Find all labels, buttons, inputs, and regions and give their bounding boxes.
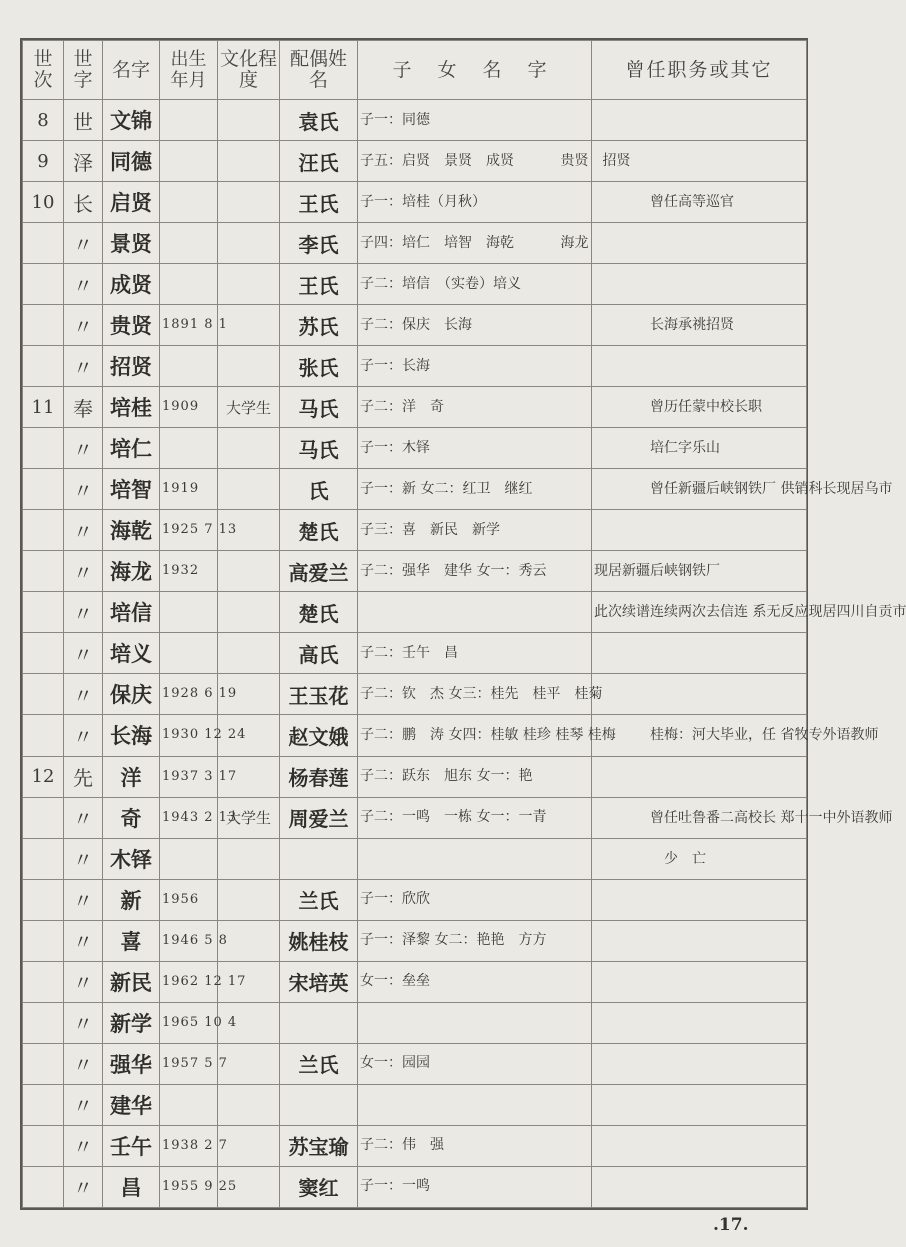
education-cell: [218, 223, 280, 264]
children-cell: [358, 838, 592, 879]
notes-cell: [592, 633, 807, 674]
birth-date-cell: 1891 8 1: [160, 305, 218, 346]
table-row: [23, 141, 807, 182]
spouse-name-cell: 汪氏: [280, 141, 358, 182]
spouse-name-cell: [280, 838, 358, 879]
table-row: [23, 469, 807, 510]
children-cell: 子一：新 女二：红卫 继红: [358, 469, 592, 510]
spouse-name-cell: 窦红: [280, 1166, 358, 1207]
table-row: [23, 879, 807, 920]
member-name-cell: 招贤: [103, 346, 160, 387]
children-cell: 子二：跃东 旭东 女一：艳: [358, 756, 592, 797]
children-cell: 子二：培信 （实卷）培义: [358, 264, 592, 305]
spouse-name-cell: 袁氏: [280, 100, 358, 141]
generation-cell: [23, 1084, 64, 1125]
generation-cell: 8: [23, 100, 64, 141]
generation-char-cell: 〃: [64, 1002, 103, 1043]
generation-char-cell: 〃: [64, 633, 103, 674]
education-cell: [218, 428, 280, 469]
birth-date-cell: [160, 1084, 218, 1125]
notes-cell: [592, 1084, 807, 1125]
member-name-cell: 壬午: [103, 1125, 160, 1166]
table-row: [23, 346, 807, 387]
birth-date-cell: 1955 9 25: [160, 1166, 218, 1207]
register-sheet: [20, 38, 906, 1210]
children-cell: 子二：伟 强: [358, 1125, 592, 1166]
generation-cell: [23, 1166, 64, 1207]
member-name-cell: 喜: [103, 920, 160, 961]
notes-cell: [592, 1043, 807, 1084]
table-row: [23, 961, 807, 1002]
notes-cell: 曾任吐鲁番二高校长 郑十一中外语教师: [592, 797, 807, 838]
generation-cell: [23, 469, 64, 510]
children-cell: 子二：一鸣 一栋 女一：一青: [358, 797, 592, 838]
table-row: [23, 633, 807, 674]
table-row: [23, 223, 807, 264]
member-name-cell: 洋: [103, 756, 160, 797]
notes-cell: [592, 879, 807, 920]
spouse-name-cell: 马氏: [280, 387, 358, 428]
member-name-cell: 强华: [103, 1043, 160, 1084]
birth-date-cell: 1928 6 19: [160, 674, 218, 715]
children-cell: 子二：壬午 昌: [358, 633, 592, 674]
table-row: [23, 1166, 807, 1207]
spouse-name-cell: 李氏: [280, 223, 358, 264]
member-name-cell: 启贤: [103, 182, 160, 223]
generation-char-cell: 〃: [64, 838, 103, 879]
notes-cell: [592, 346, 807, 387]
notes-cell: 此次续谱连续两次去信连 系无反应现居四川自贡市: [592, 592, 807, 633]
generation-cell: [23, 592, 64, 633]
member-name-cell: 贵贤: [103, 305, 160, 346]
generation-cell: 9: [23, 141, 64, 182]
children-cell: 子二：洋 奇: [358, 387, 592, 428]
generation-char-cell: 〃: [64, 264, 103, 305]
header-education: 文化程度: [218, 41, 280, 100]
spouse-name-cell: 马氏: [280, 428, 358, 469]
children-cell: 子一：一鸣: [358, 1166, 592, 1207]
table-row: [23, 1002, 807, 1043]
birth-date-cell: [160, 346, 218, 387]
children-cell: [358, 1002, 592, 1043]
generation-char-cell: 〃: [64, 469, 103, 510]
education-cell: [218, 182, 280, 223]
table-body: [23, 100, 906, 1208]
table-row: [23, 1125, 807, 1166]
children-cell: 子一：培桂（月秋）: [358, 182, 592, 223]
children-cell: 子一：木铎: [358, 428, 592, 469]
member-name-cell: 昌: [103, 1166, 160, 1207]
header-spouse: 配偶姓名: [280, 41, 358, 100]
birth-date-cell: 1957 5 7: [160, 1043, 218, 1084]
member-name-cell: 新学: [103, 1002, 160, 1043]
member-name-cell: 木铎: [103, 838, 160, 879]
education-cell: [218, 1084, 280, 1125]
children-cell: 女一：垒垒: [358, 961, 592, 1002]
notes-cell: 长海承祧招贤: [592, 305, 807, 346]
education-cell: [218, 838, 280, 879]
generation-cell: [23, 510, 64, 551]
children-cell: [358, 592, 592, 633]
generation-cell: [23, 1125, 64, 1166]
education-cell: 大学生: [218, 387, 280, 428]
table-row: [23, 920, 807, 961]
education-cell: 大学生: [218, 797, 280, 838]
table-row: [23, 592, 807, 633]
children-cell: 子二：保庆 长海: [358, 305, 592, 346]
children-cell: 子二：鹏 涛 女四：桂敏 桂珍 桂琴 桂梅: [358, 715, 592, 756]
generation-cell: [23, 920, 64, 961]
generation-char-cell: 〃: [64, 592, 103, 633]
notes-cell: [592, 1166, 807, 1207]
spouse-name-cell: 王氏: [280, 182, 358, 223]
children-cell: 子四：培仁 培智 海乾 海龙: [358, 223, 592, 264]
spouse-name-cell: 高氏: [280, 633, 358, 674]
spouse-name-cell: 兰氏: [280, 1043, 358, 1084]
spouse-name-cell: 高爱兰: [280, 551, 358, 592]
generation-cell: [23, 961, 64, 1002]
notes-cell: 曾历任蒙中校长职: [592, 387, 807, 428]
spouse-name-cell: 杨春莲: [280, 756, 358, 797]
birth-date-cell: 1965 10 4: [160, 1002, 218, 1043]
generation-char-cell: 泽: [64, 141, 103, 182]
spouse-name-cell: 楚氏: [280, 592, 358, 633]
notes-cell: 桂梅：河大毕业，任 省牧专外语教师: [592, 715, 807, 756]
generation-char-cell: 〃: [64, 920, 103, 961]
member-name-cell: 奇: [103, 797, 160, 838]
children-cell: 子二：强华 建华 女一：秀云: [358, 551, 592, 592]
table-row: [23, 387, 807, 428]
table-row: [23, 838, 807, 879]
generation-char-cell: 〃: [64, 223, 103, 264]
spouse-name-cell: 王玉花: [280, 674, 358, 715]
children-cell: 女一：园园: [358, 1043, 592, 1084]
education-cell: [218, 469, 280, 510]
generation-char-cell: 奉: [64, 387, 103, 428]
birth-date-cell: [160, 182, 218, 223]
notes-cell: 曾任新疆后峡钢铁厂 供销科长现居乌市: [592, 469, 807, 510]
generation-char-cell: 〃: [64, 715, 103, 756]
notes-cell: 少 亡: [592, 838, 807, 879]
children-cell: 子二：钦 杰 女三：桂先 桂平 桂菊: [358, 674, 592, 715]
member-name-cell: 成贤: [103, 264, 160, 305]
education-cell: [218, 592, 280, 633]
spouse-name-cell: 张氏: [280, 346, 358, 387]
generation-cell: [23, 1002, 64, 1043]
member-name-cell: 海龙: [103, 551, 160, 592]
children-cell: 子一：同德: [358, 100, 592, 141]
generation-char-cell: 世: [64, 100, 103, 141]
member-name-cell: 新: [103, 879, 160, 920]
generation-char-cell: 先: [64, 756, 103, 797]
notes-cell: [592, 920, 807, 961]
generation-cell: [23, 223, 64, 264]
notes-cell: [592, 1125, 807, 1166]
generation-char-cell: 长: [64, 182, 103, 223]
education-cell: [218, 264, 280, 305]
member-name-cell: 培智: [103, 469, 160, 510]
notes-cell: 曾任高等巡官: [592, 182, 807, 223]
table-row: [23, 428, 807, 469]
table-row: [23, 264, 807, 305]
notes-cell: 培仁字乐山: [592, 428, 807, 469]
birth-date-cell: 1909: [160, 387, 218, 428]
birth-date-cell: [160, 592, 218, 633]
generation-cell: [23, 305, 64, 346]
generation-char-cell: 〃: [64, 674, 103, 715]
spouse-name-cell: 姚桂枝: [280, 920, 358, 961]
generation-char-cell: 〃: [64, 305, 103, 346]
generation-char-cell: 〃: [64, 1043, 103, 1084]
generation-cell: 10: [23, 182, 64, 223]
member-name-cell: 培信: [103, 592, 160, 633]
genealogy-table: [22, 40, 906, 1208]
member-name-cell: 海乾: [103, 510, 160, 551]
birth-date-cell: [160, 223, 218, 264]
member-name-cell: 培桂: [103, 387, 160, 428]
header-generation: 世次: [23, 41, 64, 100]
education-cell: [218, 551, 280, 592]
generation-char-cell: 〃: [64, 551, 103, 592]
spouse-name-cell: [280, 1002, 358, 1043]
spouse-name-cell: 兰氏: [280, 879, 358, 920]
header-birth: 出生年月: [160, 41, 218, 100]
birth-date-cell: 1943 2 13: [160, 797, 218, 838]
table-row: [23, 1043, 807, 1084]
member-name-cell: 培仁: [103, 428, 160, 469]
education-cell: [218, 346, 280, 387]
spouse-name-cell: 宋培英: [280, 961, 358, 1002]
birth-date-cell: 1930 12 24: [160, 715, 218, 756]
education-cell: [218, 100, 280, 141]
generation-char-cell: 〃: [64, 428, 103, 469]
spouse-name-cell: 氏: [280, 469, 358, 510]
notes-cell: [592, 100, 807, 141]
spouse-name-cell: 苏氏: [280, 305, 358, 346]
table-row: [23, 100, 807, 141]
birth-date-cell: [160, 141, 218, 182]
spouse-name-cell: 周爱兰: [280, 797, 358, 838]
generation-cell: [23, 674, 64, 715]
table-row: [23, 1084, 807, 1125]
birth-date-cell: 1938 2 7: [160, 1125, 218, 1166]
birth-date-cell: [160, 100, 218, 141]
page-number: .17.: [713, 1215, 749, 1235]
spouse-name-cell: 王氏: [280, 264, 358, 305]
birth-date-cell: 1962 12 17: [160, 961, 218, 1002]
generation-cell: 11: [23, 387, 64, 428]
generation-char-cell: 〃: [64, 1084, 103, 1125]
generation-char-cell: 〃: [64, 961, 103, 1002]
spouse-name-cell: 楚氏: [280, 510, 358, 551]
table-row: [23, 182, 807, 223]
education-cell: [218, 879, 280, 920]
birth-date-cell: 1925 7 13: [160, 510, 218, 551]
generation-char-cell: 〃: [64, 1166, 103, 1207]
generation-cell: 12: [23, 756, 64, 797]
member-name-cell: 文锦: [103, 100, 160, 141]
header-children: 子 女 名 字: [358, 41, 592, 100]
table-row: [23, 756, 807, 797]
birth-date-cell: 1956: [160, 879, 218, 920]
birth-date-cell: [160, 264, 218, 305]
notes-cell: [592, 674, 807, 715]
generation-cell: [23, 715, 64, 756]
table-row: [23, 551, 807, 592]
notes-cell: [592, 961, 807, 1002]
birth-date-cell: 1919: [160, 469, 218, 510]
member-name-cell: 新民: [103, 961, 160, 1002]
header-name: 名字: [103, 41, 160, 100]
member-name-cell: 同德: [103, 141, 160, 182]
spouse-name-cell: [280, 1084, 358, 1125]
birth-date-cell: 1937 3 17: [160, 756, 218, 797]
generation-char-cell: 〃: [64, 1125, 103, 1166]
generation-cell: [23, 797, 64, 838]
birth-date-cell: 1946 5 8: [160, 920, 218, 961]
children-cell: 子一：泽黎 女二：艳艳 方方: [358, 920, 592, 961]
generation-cell: [23, 879, 64, 920]
education-cell: [218, 633, 280, 674]
member-name-cell: 景贤: [103, 223, 160, 264]
children-cell: 子三：喜 新民 新学: [358, 510, 592, 551]
table-row: [23, 797, 807, 838]
generation-cell: [23, 428, 64, 469]
member-name-cell: 培义: [103, 633, 160, 674]
notes-cell: [592, 223, 807, 264]
header-row: [23, 41, 807, 100]
spouse-name-cell: 赵文娥: [280, 715, 358, 756]
notes-cell: [592, 510, 807, 551]
notes-cell: 现居新疆后峡钢铁厂: [592, 551, 807, 592]
generation-cell: [23, 1043, 64, 1084]
header-generation-char: 世字: [64, 41, 103, 100]
notes-cell: [592, 1002, 807, 1043]
children-cell: 子一：长海: [358, 346, 592, 387]
generation-char-cell: 〃: [64, 346, 103, 387]
children-cell: [358, 1084, 592, 1125]
member-name-cell: 保庆: [103, 674, 160, 715]
generation-cell: [23, 551, 64, 592]
table-row: [23, 674, 807, 715]
birth-date-cell: 1932: [160, 551, 218, 592]
table-row: [23, 305, 807, 346]
birth-date-cell: [160, 428, 218, 469]
generation-char-cell: 〃: [64, 510, 103, 551]
table-row: [23, 510, 807, 551]
notes-cell: [592, 264, 807, 305]
children-cell: 子五：启贤 景贤 成贤 贵贤 招贤: [358, 141, 592, 182]
spouse-name-cell: 苏宝瑜: [280, 1125, 358, 1166]
generation-cell: [23, 264, 64, 305]
education-cell: [218, 141, 280, 182]
generation-cell: [23, 633, 64, 674]
generation-char-cell: 〃: [64, 797, 103, 838]
birth-date-cell: [160, 633, 218, 674]
table-row: [23, 715, 807, 756]
header-notes: 曾任职务或其它: [592, 41, 807, 100]
notes-cell: [592, 756, 807, 797]
generation-cell: [23, 346, 64, 387]
generation-char-cell: 〃: [64, 879, 103, 920]
member-name-cell: 长海: [103, 715, 160, 756]
children-cell: 子一：欣欣: [358, 879, 592, 920]
generation-cell: [23, 838, 64, 879]
member-name-cell: 建华: [103, 1084, 160, 1125]
birth-date-cell: [160, 838, 218, 879]
